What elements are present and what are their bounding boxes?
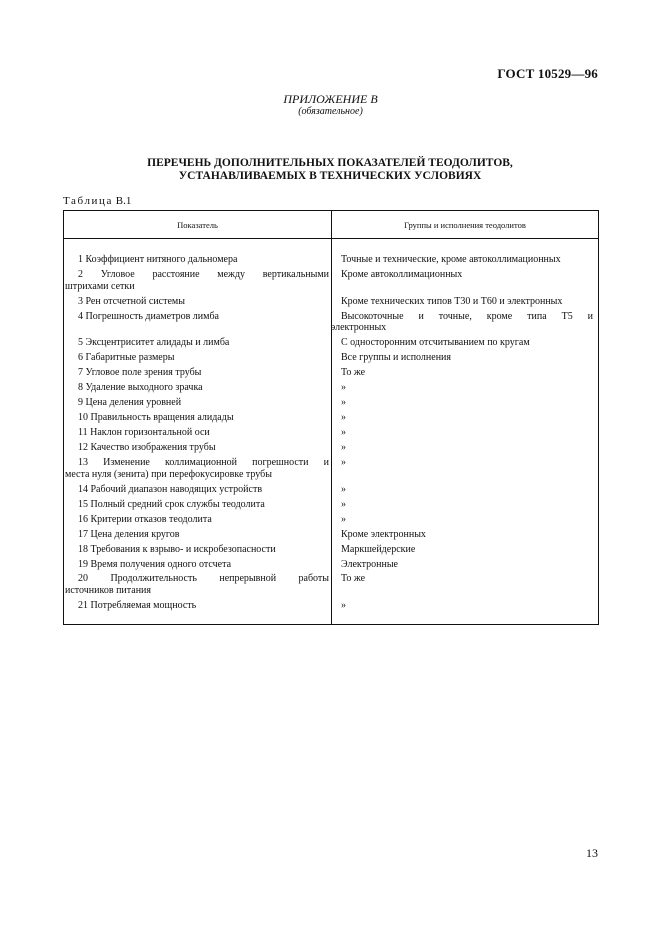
parameter-cell (63, 442, 329, 454)
groups-cell (329, 559, 593, 571)
parameter-text: 20 Продолжительность непрерывной работы (78, 573, 329, 585)
groups-cell (329, 337, 593, 349)
groups-cell (329, 600, 593, 612)
table-row (63, 337, 599, 349)
table-row (63, 382, 599, 394)
parameter-text: 6 Габаритные размеры (78, 352, 175, 364)
parameter-cell (63, 573, 329, 596)
heading-line-1: ПЕРЕЧЕНЬ ДОПОЛНИТЕЛЬНЫХ ПОКАЗАТЕЛЕЙ ТЕОДОЛИТОВ, (147, 157, 513, 169)
groups-text: Маркшейдерские (341, 543, 416, 555)
column-header-groups: Группы и исполнения теодолитов (404, 220, 526, 230)
table-row (63, 427, 599, 439)
table-body (63, 254, 599, 615)
groups-cell (329, 254, 593, 266)
parameter-cell (63, 337, 329, 349)
table-caption (63, 195, 131, 207)
table-row (63, 442, 599, 454)
table-row (63, 559, 599, 571)
groups-text: Высокоточные и точные, кроме типа Т5 и (341, 310, 593, 322)
parameter-text-continued: источников питания (65, 585, 152, 597)
table-row (63, 514, 599, 526)
groups-text: » (341, 412, 346, 424)
table-caption-number: B.1 (115, 195, 132, 207)
parameter-text-continued: места нуля (зенита) при перефокусировке трубы (65, 468, 272, 480)
table-header-divider (63, 238, 599, 239)
page-number: 13 (586, 846, 598, 860)
groups-text: Точные и технические, кроме автоколлимационных (341, 254, 561, 265)
groups-text: » (341, 498, 346, 510)
parameter-text: 10 Правильность вращения алидады (78, 412, 234, 424)
parameter-text: 1 Коэффициент нитяного дальномера (78, 254, 238, 265)
table-row (63, 367, 599, 379)
groups-text: » (341, 600, 346, 612)
groups-cell (329, 352, 593, 364)
heading-line-2: УСТАНАВЛИВАЕМЫХ В ТЕХНИЧЕСКИХ УСЛОВИЯХ (178, 169, 482, 182)
parameter-cell (63, 352, 329, 364)
parameter-text: 12 Качество изображения трубы (78, 442, 216, 454)
standard-code: ГОСТ 10529—96 (497, 66, 598, 81)
table-caption-word: Таблица (63, 195, 113, 207)
parameter-text: 19 Время получения одного отсчета (78, 558, 232, 570)
parameter-cell (63, 514, 329, 526)
parameter-cell (63, 529, 329, 541)
parameter-cell (63, 457, 329, 480)
parameter-text-continued: штрихами сетки (65, 280, 135, 292)
groups-text: То же (341, 573, 366, 585)
groups-text: Все группы и исполнения (341, 352, 452, 364)
parameter-text: 5 Эксцентриситет алидады и лимба (78, 337, 230, 349)
groups-text: » (341, 427, 346, 439)
groups-cell (329, 412, 593, 424)
parameter-cell (63, 397, 329, 409)
groups-cell (329, 544, 593, 556)
parameter-cell (63, 269, 329, 292)
table-row (63, 412, 599, 424)
parameter-cell (63, 311, 329, 334)
appendix-subtitle: (обязательное) (298, 106, 363, 117)
groups-text-continued: электронных (331, 322, 387, 334)
groups-cell (329, 573, 593, 596)
table-row (63, 484, 599, 496)
groups-text: Электронные (341, 558, 398, 570)
parameter-text: 4 Погрешность диаметров лимба (78, 310, 219, 322)
parameter-text: 11 Наклон горизонтальной оси (78, 427, 210, 439)
table-row (63, 352, 599, 364)
groups-text: » (341, 397, 346, 409)
parameter-text: 16 Критерии отказов теодолита (78, 513, 212, 525)
parameter-text: 21 Потребляемая мощность (78, 600, 197, 612)
parameter-cell (63, 427, 329, 439)
groups-cell (329, 311, 593, 334)
groups-cell (329, 514, 593, 526)
groups-cell (329, 367, 593, 379)
table-row (63, 573, 599, 596)
parameter-text: 15 Полный средний срок службы теодолита (78, 498, 265, 510)
appendix-title: ПРИЛОЖЕНИЕ В (283, 92, 378, 106)
groups-cell (329, 269, 593, 292)
groups-cell (329, 382, 593, 394)
groups-text: » (341, 483, 346, 495)
parameter-cell (63, 367, 329, 379)
table-row (63, 457, 599, 480)
parameter-cell (63, 559, 329, 571)
groups-cell (329, 499, 593, 511)
parameter-cell (63, 382, 329, 394)
parameter-text: 17 Цена деления кругов (78, 528, 180, 540)
table-row (63, 544, 599, 556)
groups-text: » (341, 457, 346, 468)
groups-cell (329, 457, 593, 480)
groups-text: С односторонним отсчитыванием по кругам (341, 337, 530, 349)
parameter-text: 14 Рабочий диапазон наводящих устройств (78, 483, 263, 495)
table-row (63, 269, 599, 292)
groups-text: » (341, 382, 346, 394)
groups-cell (329, 529, 593, 541)
parameter-cell (63, 412, 329, 424)
parameter-text: 7 Угловое поле зрения трубы (78, 367, 202, 379)
groups-cell (329, 442, 593, 454)
table-row (63, 529, 599, 541)
table-row (63, 296, 599, 308)
parameter-cell (63, 484, 329, 496)
parameter-cell (63, 544, 329, 556)
groups-text: Кроме электронных (341, 528, 426, 540)
parameter-text: 13 Изменение коллимационной погрешности и (78, 457, 329, 468)
parameter-text: 9 Цена деления уровней (78, 397, 182, 409)
table-row (63, 499, 599, 511)
parameter-cell (63, 499, 329, 511)
table-row (63, 311, 599, 334)
parameter-cell (63, 254, 329, 266)
parameter-text: 3 Рен отсчетной системы (78, 295, 185, 307)
groups-text: Кроме автоколлимационных (341, 268, 463, 280)
document-heading (120, 157, 540, 182)
groups-cell (329, 427, 593, 439)
parameter-text: 2 Угловое расстояние между вертикальными (78, 268, 329, 280)
column-header-parameter: Показатель (177, 220, 218, 230)
table-row (63, 254, 599, 266)
parameter-text: 8 Удаление выходного зрачка (78, 382, 203, 394)
groups-text: То же (341, 367, 366, 379)
groups-cell (329, 397, 593, 409)
parameter-text: 18 Требования к взрыво- и искробезопасности (78, 543, 276, 555)
parameter-cell (63, 296, 329, 308)
parameter-cell (63, 600, 329, 612)
groups-text: » (341, 513, 346, 525)
groups-text: Кроме технических типов Т30 и Т60 и электронных (341, 295, 563, 307)
table-row (63, 600, 599, 612)
groups-text: » (341, 442, 346, 454)
table-row (63, 397, 599, 409)
groups-cell (329, 296, 593, 308)
groups-cell (329, 484, 593, 496)
